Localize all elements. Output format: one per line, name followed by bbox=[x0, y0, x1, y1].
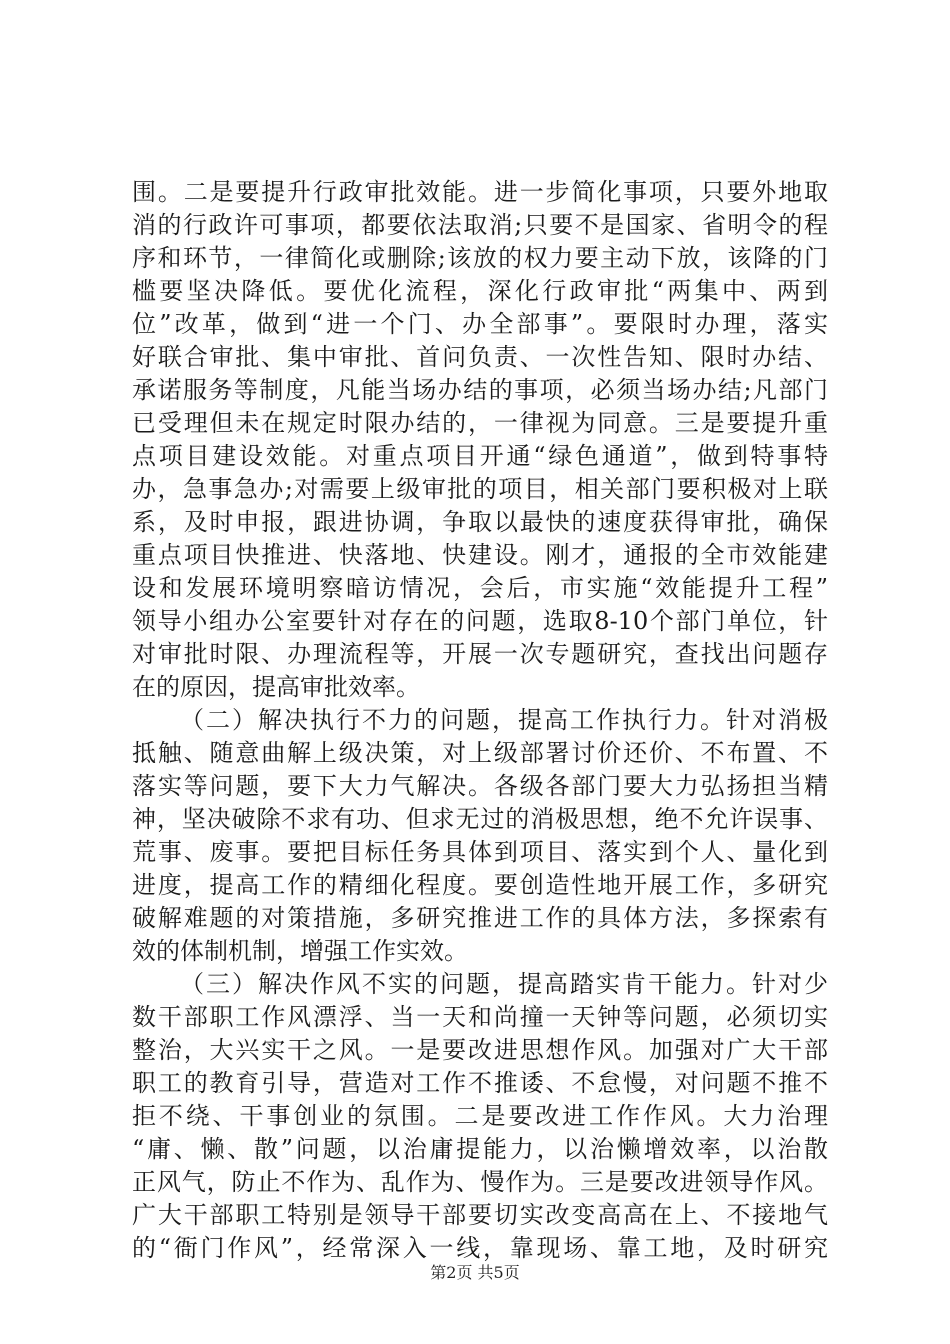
text-line: 落实等问题，要下大力气解决。各级各部门要大力弘扬担当精 bbox=[132, 772, 828, 800]
text-line: 抵触、随意曲解上级决策，对上级部署讨价还价、不布置、不 bbox=[132, 739, 828, 767]
text-line: 神，坚决破除不求有功、但求无过的消极思想，绝不允许误事、 bbox=[132, 805, 828, 833]
text-line: 办，急事急办;对需要上级审批的项目，相关部门要积极对上联 bbox=[132, 475, 828, 503]
text-line: 整治，大兴实干之风。一是要改进思想作风。加强对广大干部 bbox=[132, 1036, 828, 1064]
text-line: 槛要坚决降低。要优化流程，深化行政审批“两集中、两到 bbox=[132, 277, 828, 305]
paragraph-heading-line: （三）解决作风不实的问题，提高踏实肯干能力。针对少 bbox=[180, 970, 828, 998]
text-line: 承诺服务等制度，凡能当场办结的事项，必须当场办结;凡部门 bbox=[132, 376, 828, 404]
text-line: 点项目建设效能。对重点项目开通“绿色通道”，做到特事特 bbox=[132, 442, 828, 470]
text-line: 的“衙门作风”，经常深入一线，靠现场、靠工地，及时研究 bbox=[132, 1234, 828, 1262]
text-line: 序和环节，一律简化或删除;该放的权力要主动下放，该降的门 bbox=[132, 244, 828, 272]
text-line: 破解难题的对策措施，多研究推进工作的具体方法，多探索有 bbox=[132, 904, 828, 932]
text-line: 进度，提高工作的精细化程度。要创造性地开展工作，多研究 bbox=[132, 871, 828, 899]
text-line: 荒事、废事。要把目标任务具体到项目、落实到个人、量化到 bbox=[132, 838, 828, 866]
text-line: “庸、懒、散”问题，以治庸提能力，以治懒增效率，以治散 bbox=[132, 1135, 828, 1163]
text-line: 对审批时限、办理流程等，开展一次专题研究，查找出问题存 bbox=[132, 640, 828, 668]
text-line: 围。二是要提升行政审批效能。进一步简化事项，只要外地取 bbox=[132, 178, 828, 206]
page-number-footer: 第2页 共5页 bbox=[430, 1263, 520, 1282]
text-line: 领导小组办公室要针对存在的问题，选取8-10个部门单位，针 bbox=[132, 607, 828, 635]
text-line: 职工的教育引导，营造对工作不推诿、不怠慢，对问题不推不 bbox=[132, 1069, 828, 1097]
text-line: 设和发展环境明察暗访情况，会后，市实施“效能提升工程” bbox=[132, 574, 828, 602]
text-line: 位”改革，做到“进一个门、办全部事”。要限时办理，落实 bbox=[132, 310, 828, 338]
text-line: 系，及时申报，跟进协调，争取以最快的速度获得审批，确保 bbox=[132, 508, 828, 536]
text-line: 广大干部职工特别是领导干部要切实改变高高在上、不接地气 bbox=[132, 1201, 828, 1229]
text-line: 正风气，防止不作为、乱作为、慢作为。三是要改进领导作风。 bbox=[132, 1168, 828, 1196]
paragraph-heading-line: （二）解决执行不力的问题，提高工作执行力。针对消极 bbox=[180, 706, 828, 734]
text-line: 消的行政许可事项，都要依法取消;只要不是国家、省明令的程 bbox=[132, 211, 828, 239]
text-line: 已受理但未在规定时限办结的，一律视为同意。三是要提升重 bbox=[132, 409, 828, 437]
document-body bbox=[132, 176, 828, 1265]
text-line: 重点项目快推进、快落地、快建设。刚才，通报的全市效能建 bbox=[132, 541, 828, 569]
text-line: 拒不绕、干事创业的氛围。二是要改进工作作风。大力治理 bbox=[132, 1102, 828, 1130]
text-line: 在的原因，提高审批效率。 bbox=[132, 673, 420, 701]
text-line: 效的体制机制，增强工作实效。 bbox=[132, 937, 468, 965]
text-line: 数干部职工作风漂浮、当一天和尚撞一天钟等问题，必须切实 bbox=[132, 1003, 828, 1031]
text-line: 好联合审批、集中审批、首问负责、一次性告知、限时办结、 bbox=[132, 343, 828, 371]
